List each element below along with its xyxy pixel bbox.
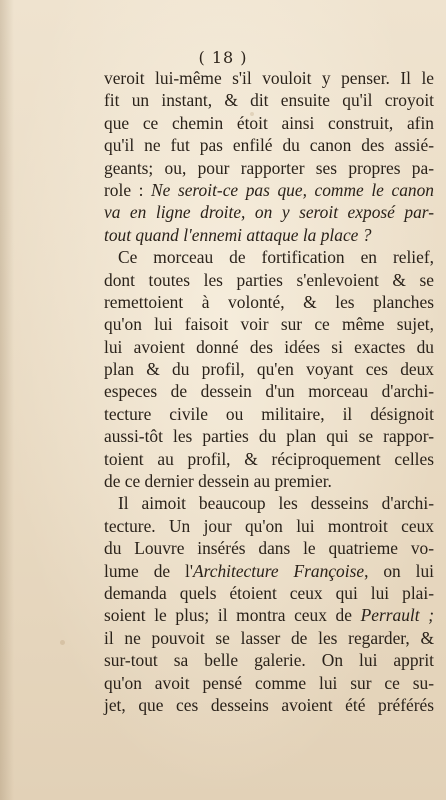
italic-title: Architecture Françoise [193, 560, 365, 581]
italic-quote: Ne seroit-ce pas que, comme le canon [151, 179, 434, 200]
text-line: dont toutes les parties s'enlevoient & se [104, 269, 434, 290]
text-line: soient le plus; il montra ceux de Perrault ; [104, 605, 434, 626]
text-line: qu'il ne fut pas enfilé du canon des assié- [104, 135, 434, 156]
text-line: lui avoient donné des idées si exactes du [104, 336, 434, 357]
text-line: especes de dessein d'un morceau d'archi- [104, 381, 434, 402]
text-line: geants; ou, pour rapporter ses propres pa- [104, 157, 434, 178]
text-line: jet, que ces desseins avoient été préférés [104, 694, 434, 715]
text-line: remettoient à volonté, & les planches [104, 291, 434, 312]
text-line: role : Ne seroit-ce pas que, comme le canon [104, 179, 434, 200]
text-line: fit un instant, & dit ensuite qu'il croyoit [104, 90, 434, 111]
text-line: toient au profil, & réciproquement celles [104, 448, 434, 469]
italic-name: Perrault ; [360, 605, 434, 626]
body-text [104, 67, 434, 716]
text-line: qu'on avoit pensé comme lui sur ce su- [104, 672, 434, 693]
text-line: veroit lui-même s'il vouloit y penser. Il le [104, 68, 434, 88]
text-line: du Louvre insérés dans le quatrieme vo- [104, 538, 434, 559]
text-line: qu'on lui faisoit voir sur ce même sujet, [104, 314, 434, 335]
text-line: aussi-tôt les parties du plan qui se rappor- [104, 426, 434, 447]
gutter-shadow [0, 0, 14, 800]
text-line: tecture. Un jour qu'on lui montroit ceux [104, 515, 434, 536]
page-number: ( 18 ) [198, 48, 248, 67]
paper-stain [60, 640, 65, 645]
italic-quote: va en ligne droite, on y seroit exposé par- [104, 202, 434, 223]
paragraph [104, 67, 434, 246]
paragraph [104, 492, 434, 716]
text-line [104, 224, 434, 246]
text-line: plan & du profil, qu'en voyant ces deux [104, 359, 434, 380]
text-line: Il aimoit beaucoup les desseins d'archi- [118, 493, 434, 514]
text-line: il ne pouvoit se lasser de les regarder, & [104, 627, 434, 648]
text-line: lume de l'Architecture Françoise, on lui [104, 560, 434, 581]
text-line: Ce morceau de fortification en relief, [118, 247, 434, 268]
text-line: de ce dernier dessein au premier. [104, 471, 332, 492]
italic-quote: tout quand l'ennemi attaque la place ? [104, 224, 372, 245]
text-line: que ce chemin étoit ainsi construit, afin [104, 112, 434, 133]
text-line: tecture civile ou militaire, il désignoit [104, 403, 434, 424]
text-line [104, 201, 434, 223]
paragraph [104, 246, 434, 492]
text-line: sur-tout sa belle galerie. On lui apprit [104, 650, 434, 671]
text-line: demanda quels étoient ceux qui lui plai- [104, 582, 434, 603]
